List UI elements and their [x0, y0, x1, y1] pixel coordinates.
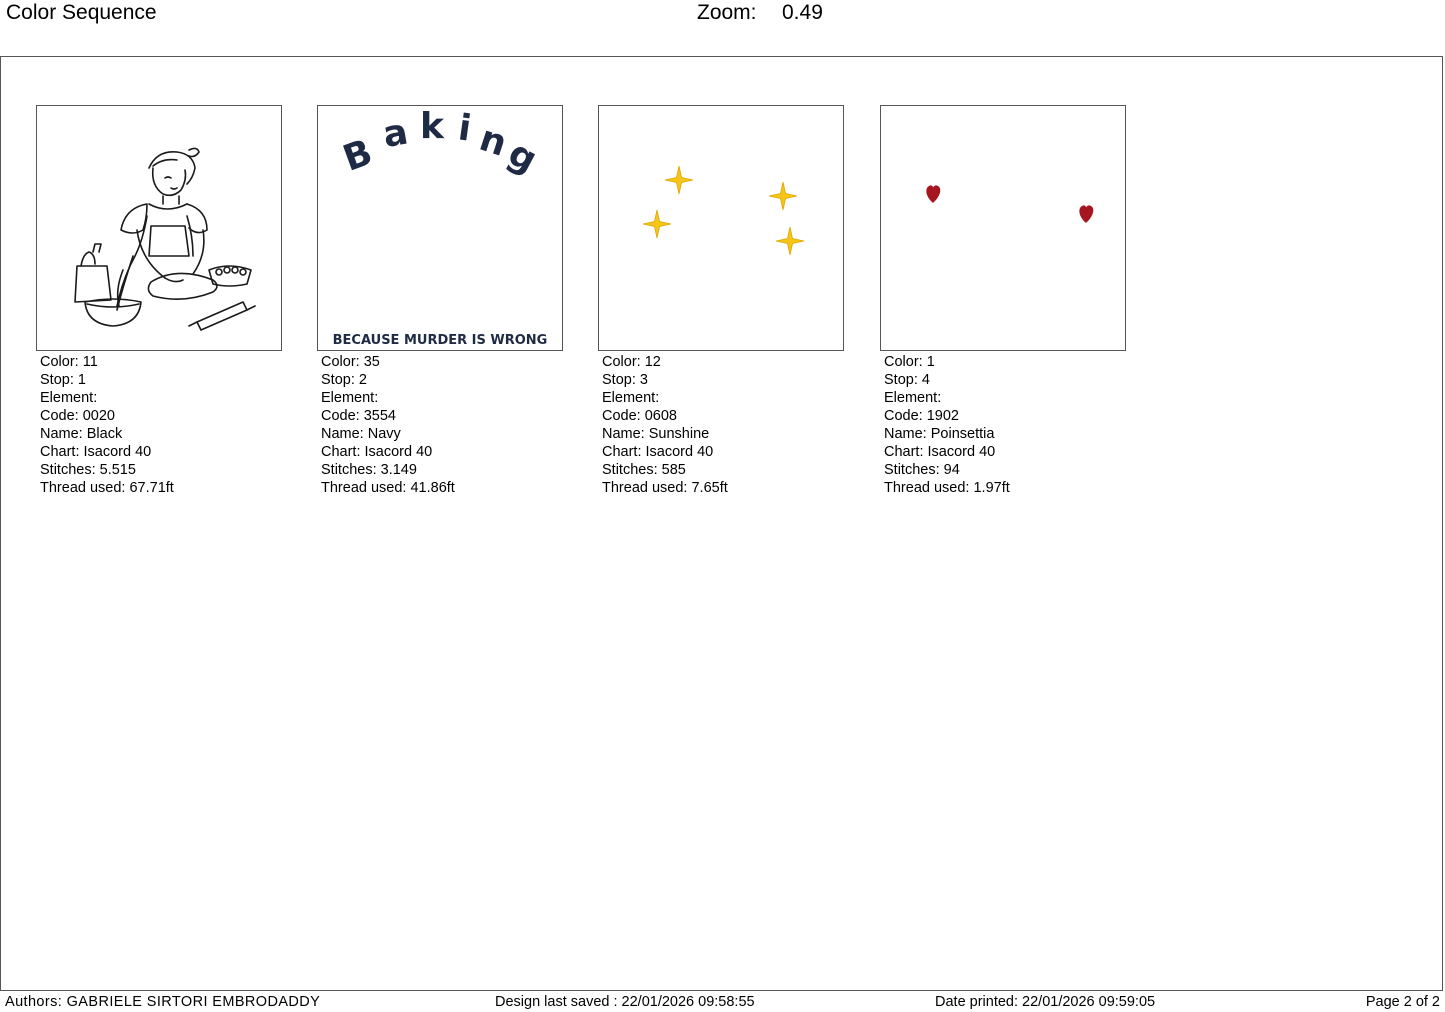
thread-name: Name: Navy	[321, 426, 401, 442]
heart-icon	[926, 185, 940, 203]
footer-date-printed: Date printed: 22/01/2026 09:59:05	[935, 994, 1156, 1010]
woman-baking-illustration	[37, 106, 281, 350]
color-info	[317, 353, 567, 497]
footer-page-number: Page 2 of 2	[1365, 994, 1440, 1010]
element-label: Element:	[40, 390, 98, 406]
heart-icon	[1079, 205, 1093, 223]
color-card-1	[36, 105, 286, 497]
woman-baking-thumbnail	[36, 105, 282, 351]
color-info	[880, 353, 1130, 497]
zoom-label: Zoom:	[697, 1, 757, 24]
thread-name: Name: Sunshine	[602, 426, 710, 442]
thread-used: Thread used: 67.71ft	[40, 480, 174, 496]
thread-code: Code: 0020	[40, 408, 115, 424]
stop-number: Stop: 1	[40, 372, 86, 388]
color-info	[36, 353, 286, 497]
stitch-count: Stitches: 585	[602, 462, 686, 478]
sparkle-star-icon	[769, 182, 797, 210]
caption-text: BECAUSE MURDER IS WRONG	[332, 333, 548, 348]
stitch-count: Stitches: 94	[884, 462, 960, 478]
arched-letter-k: k	[420, 106, 444, 147]
stop-number: Stop: 2	[321, 372, 367, 388]
arched-letter-g: g	[501, 132, 544, 182]
thread-used: Thread used: 41.86ft	[321, 480, 455, 496]
sparkle-star-icon	[643, 210, 671, 238]
element-label: Element:	[602, 390, 660, 406]
stitch-count: Stitches: 3.149	[321, 462, 417, 478]
baking-text-design	[318, 106, 562, 350]
sparkle-star-icon	[665, 166, 693, 194]
color-info	[598, 353, 848, 497]
element-label: Element:	[321, 390, 379, 406]
color-number: Color: 11	[40, 354, 98, 370]
arched-letter-a: a	[379, 111, 412, 157]
arched-letter-n: n	[474, 117, 512, 165]
arched-letter-i: i	[455, 107, 474, 150]
stop-number: Stop: 3	[602, 372, 648, 388]
color-card-4	[880, 105, 1130, 497]
color-card-2	[317, 105, 567, 497]
element-label: Element:	[884, 390, 942, 406]
thread-chart: Chart: Isacord 40	[602, 444, 714, 460]
thread-chart: Chart: Isacord 40	[321, 444, 433, 460]
hearts-design	[881, 106, 1125, 350]
arched-letter-b: B	[337, 131, 378, 180]
thread-used: Thread used: 7.65ft	[602, 480, 728, 496]
color-number: Color: 35	[321, 354, 380, 370]
page-title: Color Sequence	[6, 1, 157, 24]
sparkle-star-icon	[776, 227, 804, 255]
thread-code: Code: 0608	[602, 408, 677, 424]
sparkle-stars-design	[599, 106, 843, 350]
thread-name: Name: Black	[40, 426, 123, 442]
thread-chart: Chart: Isacord 40	[40, 444, 152, 460]
thread-chart: Chart: Isacord 40	[884, 444, 996, 460]
footer-authors: Authors: GABRIELE SIRTORI EMBRODADDY	[5, 994, 321, 1010]
thread-code: Code: 1902	[884, 408, 959, 424]
hearts-thumbnail	[880, 105, 1126, 351]
thread-name: Name: Poinsettia	[884, 426, 995, 442]
stars-thumbnail	[598, 105, 844, 351]
zoom-value: 0.49	[782, 1, 823, 24]
thread-used: Thread used: 1.97ft	[884, 480, 1010, 496]
thread-code: Code: 3554	[321, 408, 396, 424]
color-number: Color: 1	[884, 354, 935, 370]
stitch-count: Stitches: 5.515	[40, 462, 136, 478]
stop-number: Stop: 4	[884, 372, 930, 388]
footer-last-saved: Design last saved : 22/01/2026 09:58:55	[495, 994, 755, 1010]
color-card-3	[598, 105, 848, 497]
color-number: Color: 12	[602, 354, 661, 370]
baking-text-thumbnail	[317, 105, 563, 351]
